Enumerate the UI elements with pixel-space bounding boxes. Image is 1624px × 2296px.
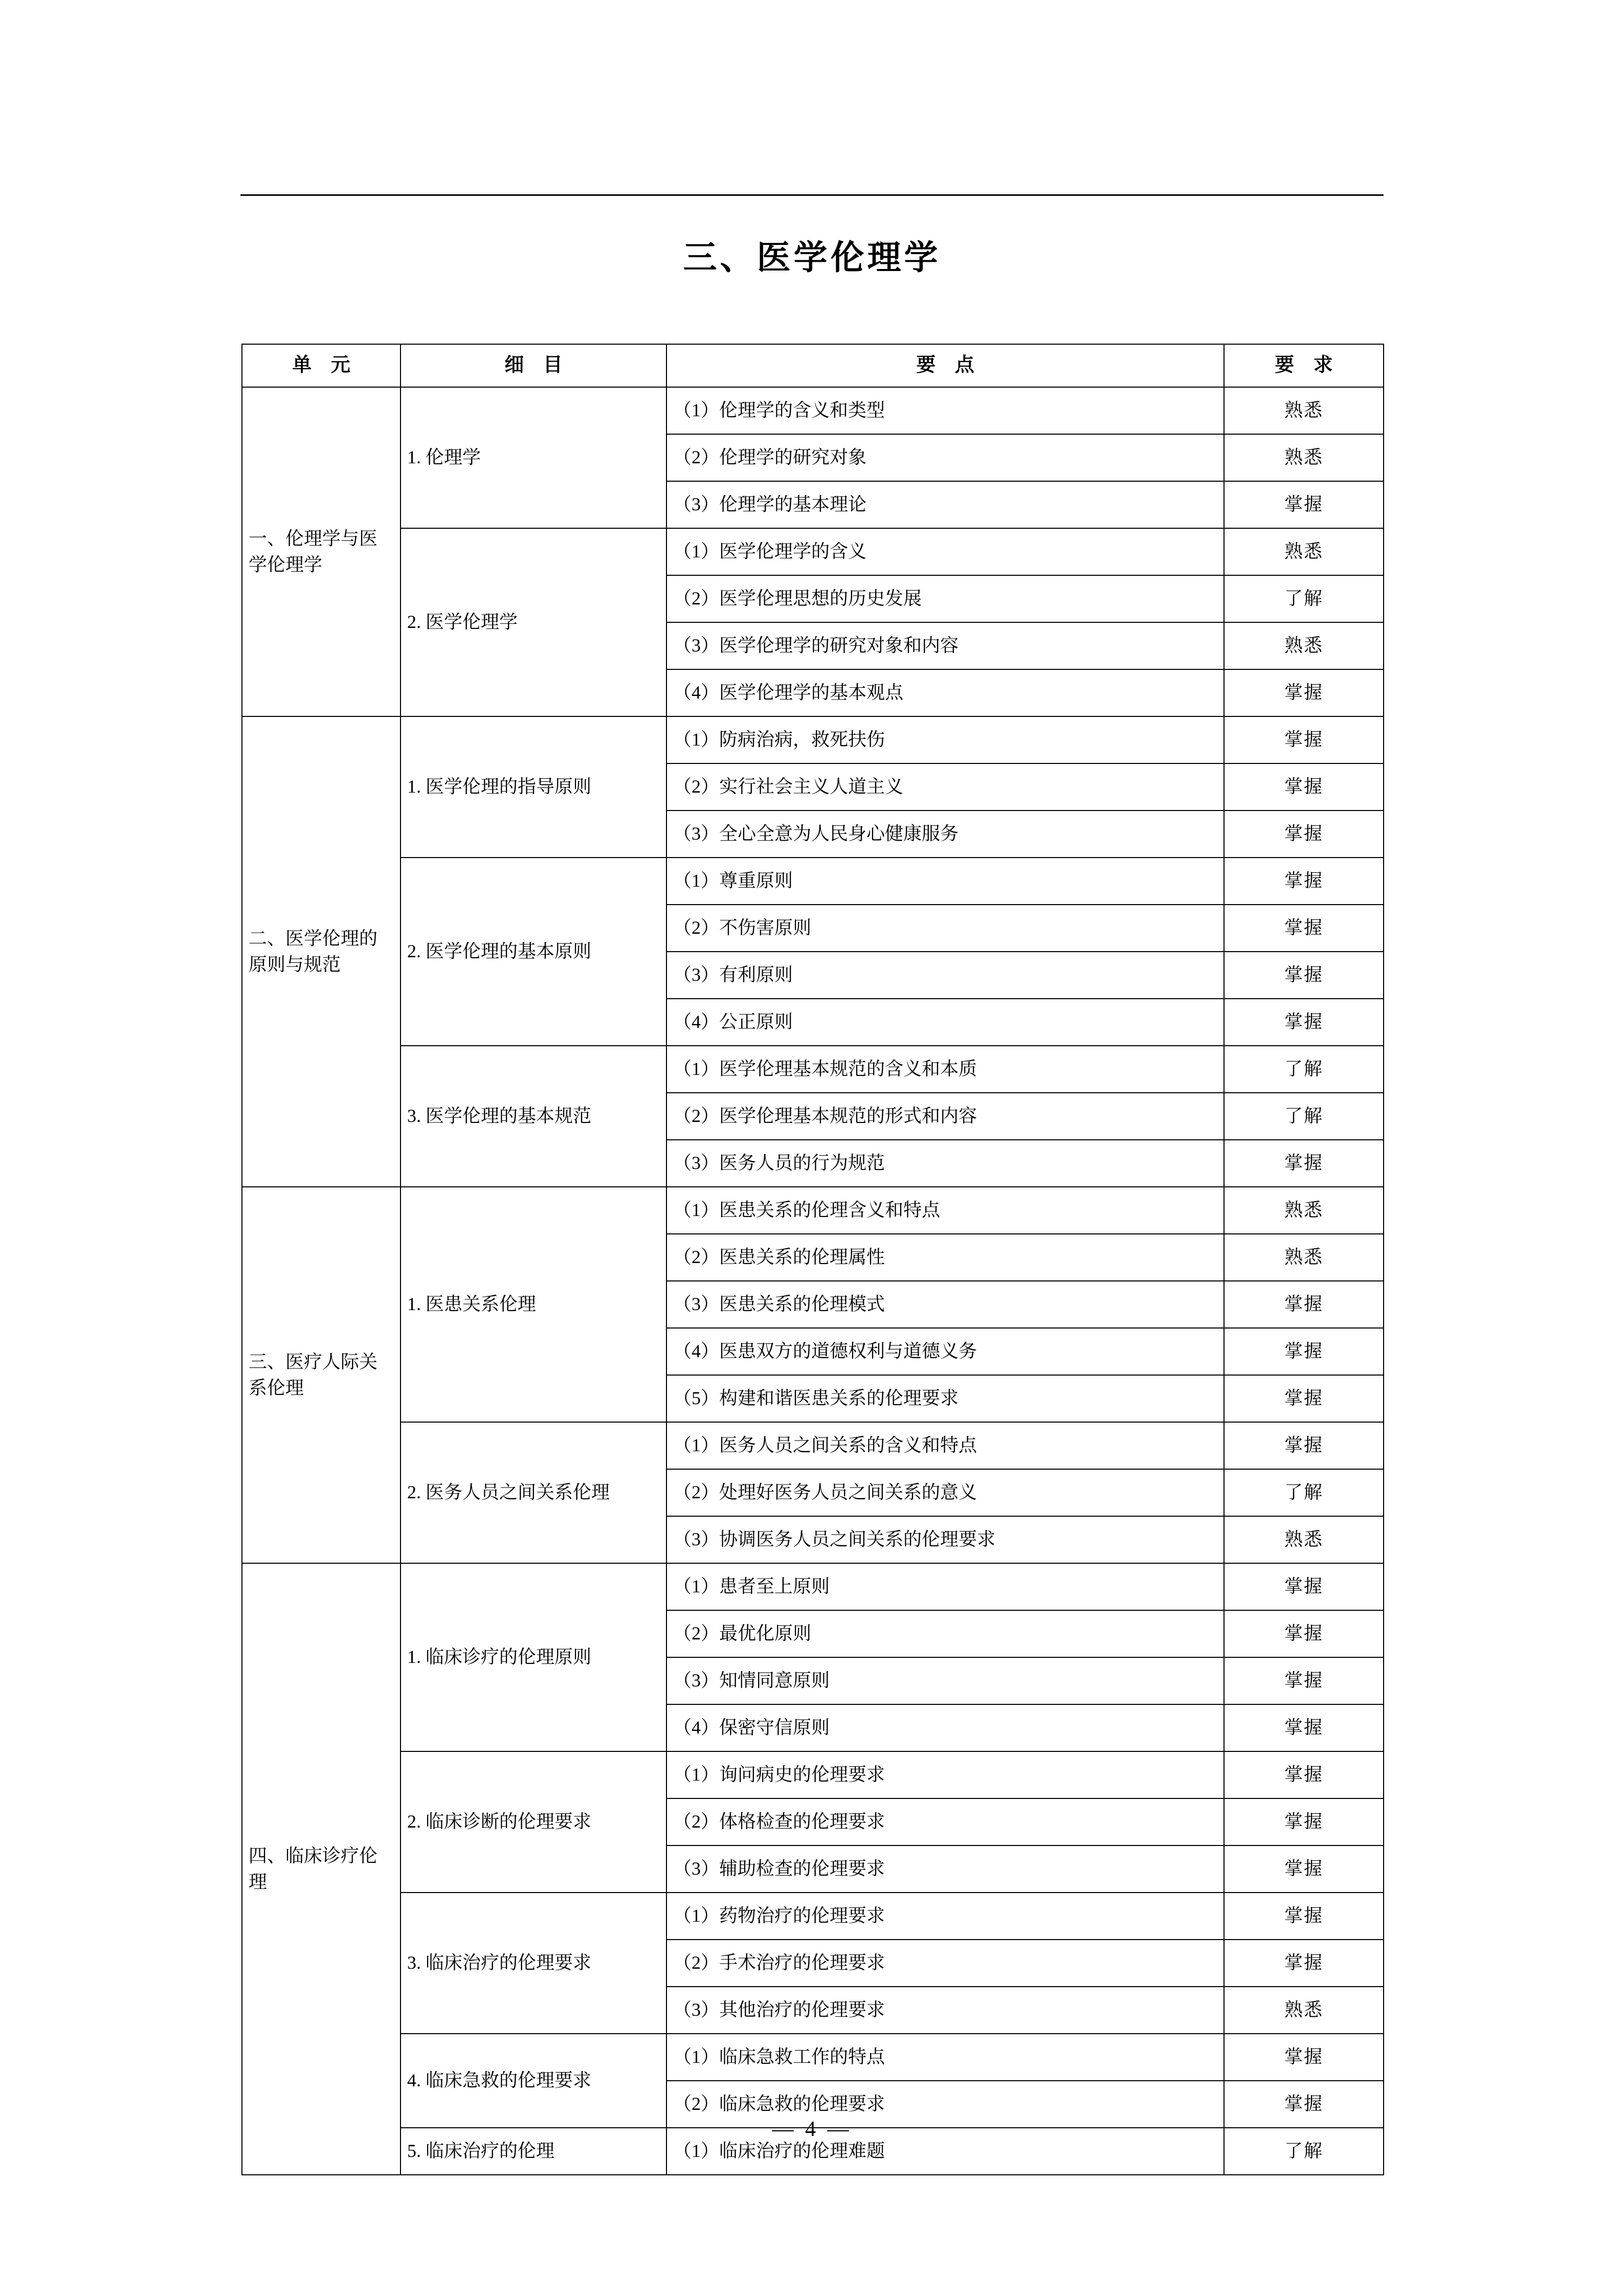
point-cell: （1）伦理学的含义和类型 xyxy=(666,387,1224,434)
requirement-cell: 掌握 xyxy=(1224,1751,1384,1798)
requirement-cell: 了解 xyxy=(1224,2128,1384,2175)
point-cell: （3）有利原则 xyxy=(666,952,1224,999)
detail-cell: 3. 临床治疗的伦理要求 xyxy=(401,1893,666,2034)
point-cell: （1）医务人员之间关系的含义和特点 xyxy=(666,1422,1224,1469)
point-cell: （3）辅助检查的伦理要求 xyxy=(666,1845,1224,1893)
requirement-cell: 熟悉 xyxy=(1224,1187,1384,1234)
table-row xyxy=(242,716,1384,763)
requirement-cell: 熟悉 xyxy=(1224,622,1384,669)
point-cell: （1）医学伦理基本规范的含义和本质 xyxy=(666,1046,1224,1093)
detail-cell: 1. 伦理学 xyxy=(401,387,666,528)
table-row xyxy=(242,858,1384,905)
detail-cell: 2. 医务人员之间关系伦理 xyxy=(401,1422,666,1563)
table-row xyxy=(242,528,1384,575)
detail-cell: 2. 医学伦理的基本原则 xyxy=(401,858,666,1046)
requirement-cell: 掌握 xyxy=(1224,858,1384,905)
detail-cell: 1. 医患关系伦理 xyxy=(401,1187,666,1422)
point-cell: （1）药物治疗的伦理要求 xyxy=(666,1893,1224,1940)
detail-cell: 1. 临床诊疗的伦理原则 xyxy=(401,1563,666,1751)
requirement-cell: 掌握 xyxy=(1224,1940,1384,1987)
requirement-cell: 掌握 xyxy=(1224,1610,1384,1657)
requirement-cell: 掌握 xyxy=(1224,1281,1384,1328)
point-cell: （1）临床治疗的伦理难题 xyxy=(666,2128,1224,2175)
unit-cell: 二、医学伦理的原则与规范 xyxy=(242,716,401,1187)
requirement-cell: 掌握 xyxy=(1224,1563,1384,1610)
point-cell: （1）询问病史的伦理要求 xyxy=(666,1751,1224,1798)
requirement-cell: 掌握 xyxy=(1224,952,1384,999)
table-row xyxy=(242,1563,1384,1610)
column-header-detail: 细 目 xyxy=(401,344,666,387)
requirement-cell: 掌握 xyxy=(1224,1704,1384,1751)
point-cell: （3）医患关系的伦理模式 xyxy=(666,1281,1224,1328)
point-cell: （2）实行社会主义人道主义 xyxy=(666,763,1224,811)
requirement-cell: 掌握 xyxy=(1224,669,1384,716)
detail-cell: 1. 医学伦理的指导原则 xyxy=(401,716,666,858)
requirement-cell: 了解 xyxy=(1224,575,1384,622)
requirement-cell: 掌握 xyxy=(1224,716,1384,763)
point-cell: （1）防病治病，救死扶伤 xyxy=(666,716,1224,763)
table-row xyxy=(242,1187,1384,1234)
requirement-cell: 熟悉 xyxy=(1224,1516,1384,1563)
requirement-cell: 掌握 xyxy=(1224,1893,1384,1940)
point-cell: （1）医学伦理学的含义 xyxy=(666,528,1224,575)
point-cell: （3）伦理学的基本理论 xyxy=(666,481,1224,528)
point-cell: （4）医患双方的道德权利与道德义务 xyxy=(666,1328,1224,1375)
point-cell: （3）其他治疗的伦理要求 xyxy=(666,1987,1224,2034)
point-cell: （1）医患关系的伦理含义和特点 xyxy=(666,1187,1224,1234)
point-cell: （3）全心全意为人民身心健康服务 xyxy=(666,811,1224,858)
column-header-unit: 单 元 xyxy=(242,344,401,387)
point-cell: （2）医患关系的伦理属性 xyxy=(666,1234,1224,1281)
point-cell: （2）临床急救的伦理要求 xyxy=(666,2081,1224,2128)
requirement-cell: 掌握 xyxy=(1224,1375,1384,1422)
point-cell: （1）患者至上原则 xyxy=(666,1563,1224,1610)
detail-cell: 4. 临床急救的伦理要求 xyxy=(401,2034,666,2128)
requirement-cell: 了解 xyxy=(1224,1093,1384,1140)
requirement-cell: 熟悉 xyxy=(1224,1234,1384,1281)
column-header-requirement: 要 求 xyxy=(1224,344,1384,387)
requirement-cell: 掌握 xyxy=(1224,1845,1384,1893)
point-cell: （2）伦理学的研究对象 xyxy=(666,434,1224,481)
page-number: — 4 — xyxy=(772,2118,852,2141)
point-cell: （4）医学伦理学的基本观点 xyxy=(666,669,1224,716)
point-cell: （4）公正原则 xyxy=(666,999,1224,1046)
requirement-cell: 熟悉 xyxy=(1224,1987,1384,2034)
detail-cell: 5. 临床治疗的伦理 xyxy=(401,2128,666,2175)
requirement-cell: 掌握 xyxy=(1224,1140,1384,1187)
table-row xyxy=(242,1893,1384,1940)
table-row xyxy=(242,1046,1384,1093)
point-cell: （4）保密守信原则 xyxy=(666,1704,1224,1751)
table-body xyxy=(242,387,1384,2175)
point-cell: （3）医学伦理学的研究对象和内容 xyxy=(666,622,1224,669)
point-cell: （1）临床急救工作的特点 xyxy=(666,2034,1224,2081)
requirement-cell: 掌握 xyxy=(1224,1422,1384,1469)
requirement-cell: 熟悉 xyxy=(1224,528,1384,575)
table-row xyxy=(242,1422,1384,1469)
requirement-cell: 掌握 xyxy=(1224,999,1384,1046)
point-cell: （2）体格检查的伦理要求 xyxy=(666,1798,1224,1845)
requirement-cell: 掌握 xyxy=(1224,1798,1384,1845)
requirement-cell: 掌握 xyxy=(1224,2081,1384,2128)
requirement-cell: 了解 xyxy=(1224,1046,1384,1093)
point-cell: （2）最优化原则 xyxy=(666,1610,1224,1657)
point-cell: （2）手术治疗的伦理要求 xyxy=(666,1940,1224,1987)
requirement-cell: 掌握 xyxy=(1224,905,1384,952)
point-cell: （3）医务人员的行为规范 xyxy=(666,1140,1224,1187)
point-cell: （3）协调医务人员之间关系的伦理要求 xyxy=(666,1516,1224,1563)
requirement-cell: 掌握 xyxy=(1224,811,1384,858)
point-cell: （2）医学伦理思想的历史发展 xyxy=(666,575,1224,622)
table-row xyxy=(242,2034,1384,2081)
requirement-cell: 掌握 xyxy=(1224,763,1384,811)
requirement-cell: 熟悉 xyxy=(1224,387,1384,434)
requirement-cell: 熟悉 xyxy=(1224,434,1384,481)
point-cell: （2）医学伦理基本规范的形式和内容 xyxy=(666,1093,1224,1140)
unit-cell: 三、医疗人际关系伦理 xyxy=(242,1187,401,1563)
point-cell: （1）尊重原则 xyxy=(666,858,1224,905)
requirement-cell: 掌握 xyxy=(1224,1328,1384,1375)
table-row xyxy=(242,1751,1384,1798)
requirement-cell: 掌握 xyxy=(1224,1657,1384,1704)
unit-cell: 四、临床诊疗伦理 xyxy=(242,1563,401,2175)
point-cell: （2）处理好医务人员之间关系的意义 xyxy=(666,1469,1224,1516)
requirement-cell: 掌握 xyxy=(1224,2034,1384,2081)
table-header-row xyxy=(242,344,1384,387)
detail-cell: 2. 医学伦理学 xyxy=(401,528,666,716)
point-cell: （5）构建和谐医患关系的伦理要求 xyxy=(666,1375,1224,1422)
point-cell: （2）不伤害原则 xyxy=(666,905,1224,952)
point-cell: （3）知情同意原则 xyxy=(666,1657,1224,1704)
requirement-cell: 了解 xyxy=(1224,1469,1384,1516)
detail-cell: 2. 临床诊断的伦理要求 xyxy=(401,1751,666,1893)
requirement-cell: 掌握 xyxy=(1224,481,1384,528)
column-header-point: 要 点 xyxy=(666,344,1224,387)
detail-cell: 3. 医学伦理的基本规范 xyxy=(401,1046,666,1187)
syllabus-table xyxy=(241,344,1384,2175)
page-title: 三、医学伦理学 xyxy=(683,238,941,277)
unit-cell: 一、伦理学与医学伦理学 xyxy=(242,387,401,716)
table-row xyxy=(242,387,1384,434)
header-rule xyxy=(240,194,1384,196)
